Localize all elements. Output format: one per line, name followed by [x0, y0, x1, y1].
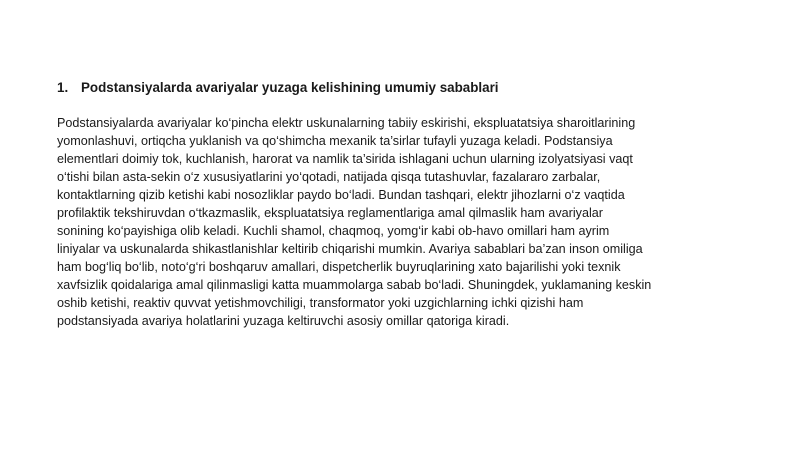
section-title: Podstansiyalarda avariyalar yuzaga kelishining umumiy sabablari — [81, 80, 499, 95]
paragraph-line: liniyalar va uskunalarda shikastlanishlar keltirib chiqarishi mumkin. Avariya sabablari ba’zan inson omiliga — [57, 242, 643, 256]
paragraph-line: oshib ketishi, reaktiv quvvat yetishmovchiligi, transformator yoki uzgichlarning ichki qizishi ham — [57, 296, 584, 310]
body-paragraph — [57, 114, 747, 330]
paragraph-line: podstansiyada avariya holatlarini yuzaga keltiruvchi asosiy omillar qatoriga kiradi. — [57, 314, 510, 328]
paragraph-line: o‘tishi bilan asta-sekin o‘z xususiyatlarini yo‘qotadi, natijada qisqa tutashuvlar, fazalararo zarbalar, — [57, 170, 601, 184]
paragraph-line: xavfsizlik qoidalariga amal qilinmasligi katta muammolarga sabab bo‘ladi. Shuningdek, yuklamaning keskin — [57, 278, 652, 292]
paragraph-line: sonining ko‘payishiga olib keladi. Kuchli shamol, chaqmoq, yomg‘ir kabi ob-havo omillari ham ayrim — [57, 224, 610, 238]
paragraph-line: elementlari doimiy tok, kuchlanish, harorat va namlik ta’sirida ishlagani uchun ularning izolyatsiyasi vaqt — [57, 152, 633, 166]
paragraph-line: Podstansiyalarda avariyalar ko‘pincha elektr uskunalarning tabiiy eskirishi, ekspluatatsiya sharoitlarining — [57, 116, 636, 130]
paragraph-line: ham bog‘liq bo‘lib, noto‘g‘ri boshqaruv amallari, dispetcherlik buyruqlarining xato bajarilishi yoki texnik — [57, 260, 621, 274]
section-heading — [57, 79, 757, 97]
section-number: 1. — [57, 80, 69, 95]
paragraph-line: kontaktlarning qizib ketishi kabi nosozliklar paydo bo‘ladi. Bundan tashqari, elektr jihozlarni o‘z vaqtida — [57, 188, 625, 202]
paragraph-line: yomonlashuvi, ortiqcha yuklanish va qo‘shimcha mexanik ta’sirlar tufayli yuzaga keladi. Podstansiya — [57, 134, 613, 148]
paragraph-line: profilaktik tekshiruvdan o‘tkazmaslik, ekspluatatsiya reglamentlariga amal qilmaslik ham avariyalar — [57, 206, 603, 220]
